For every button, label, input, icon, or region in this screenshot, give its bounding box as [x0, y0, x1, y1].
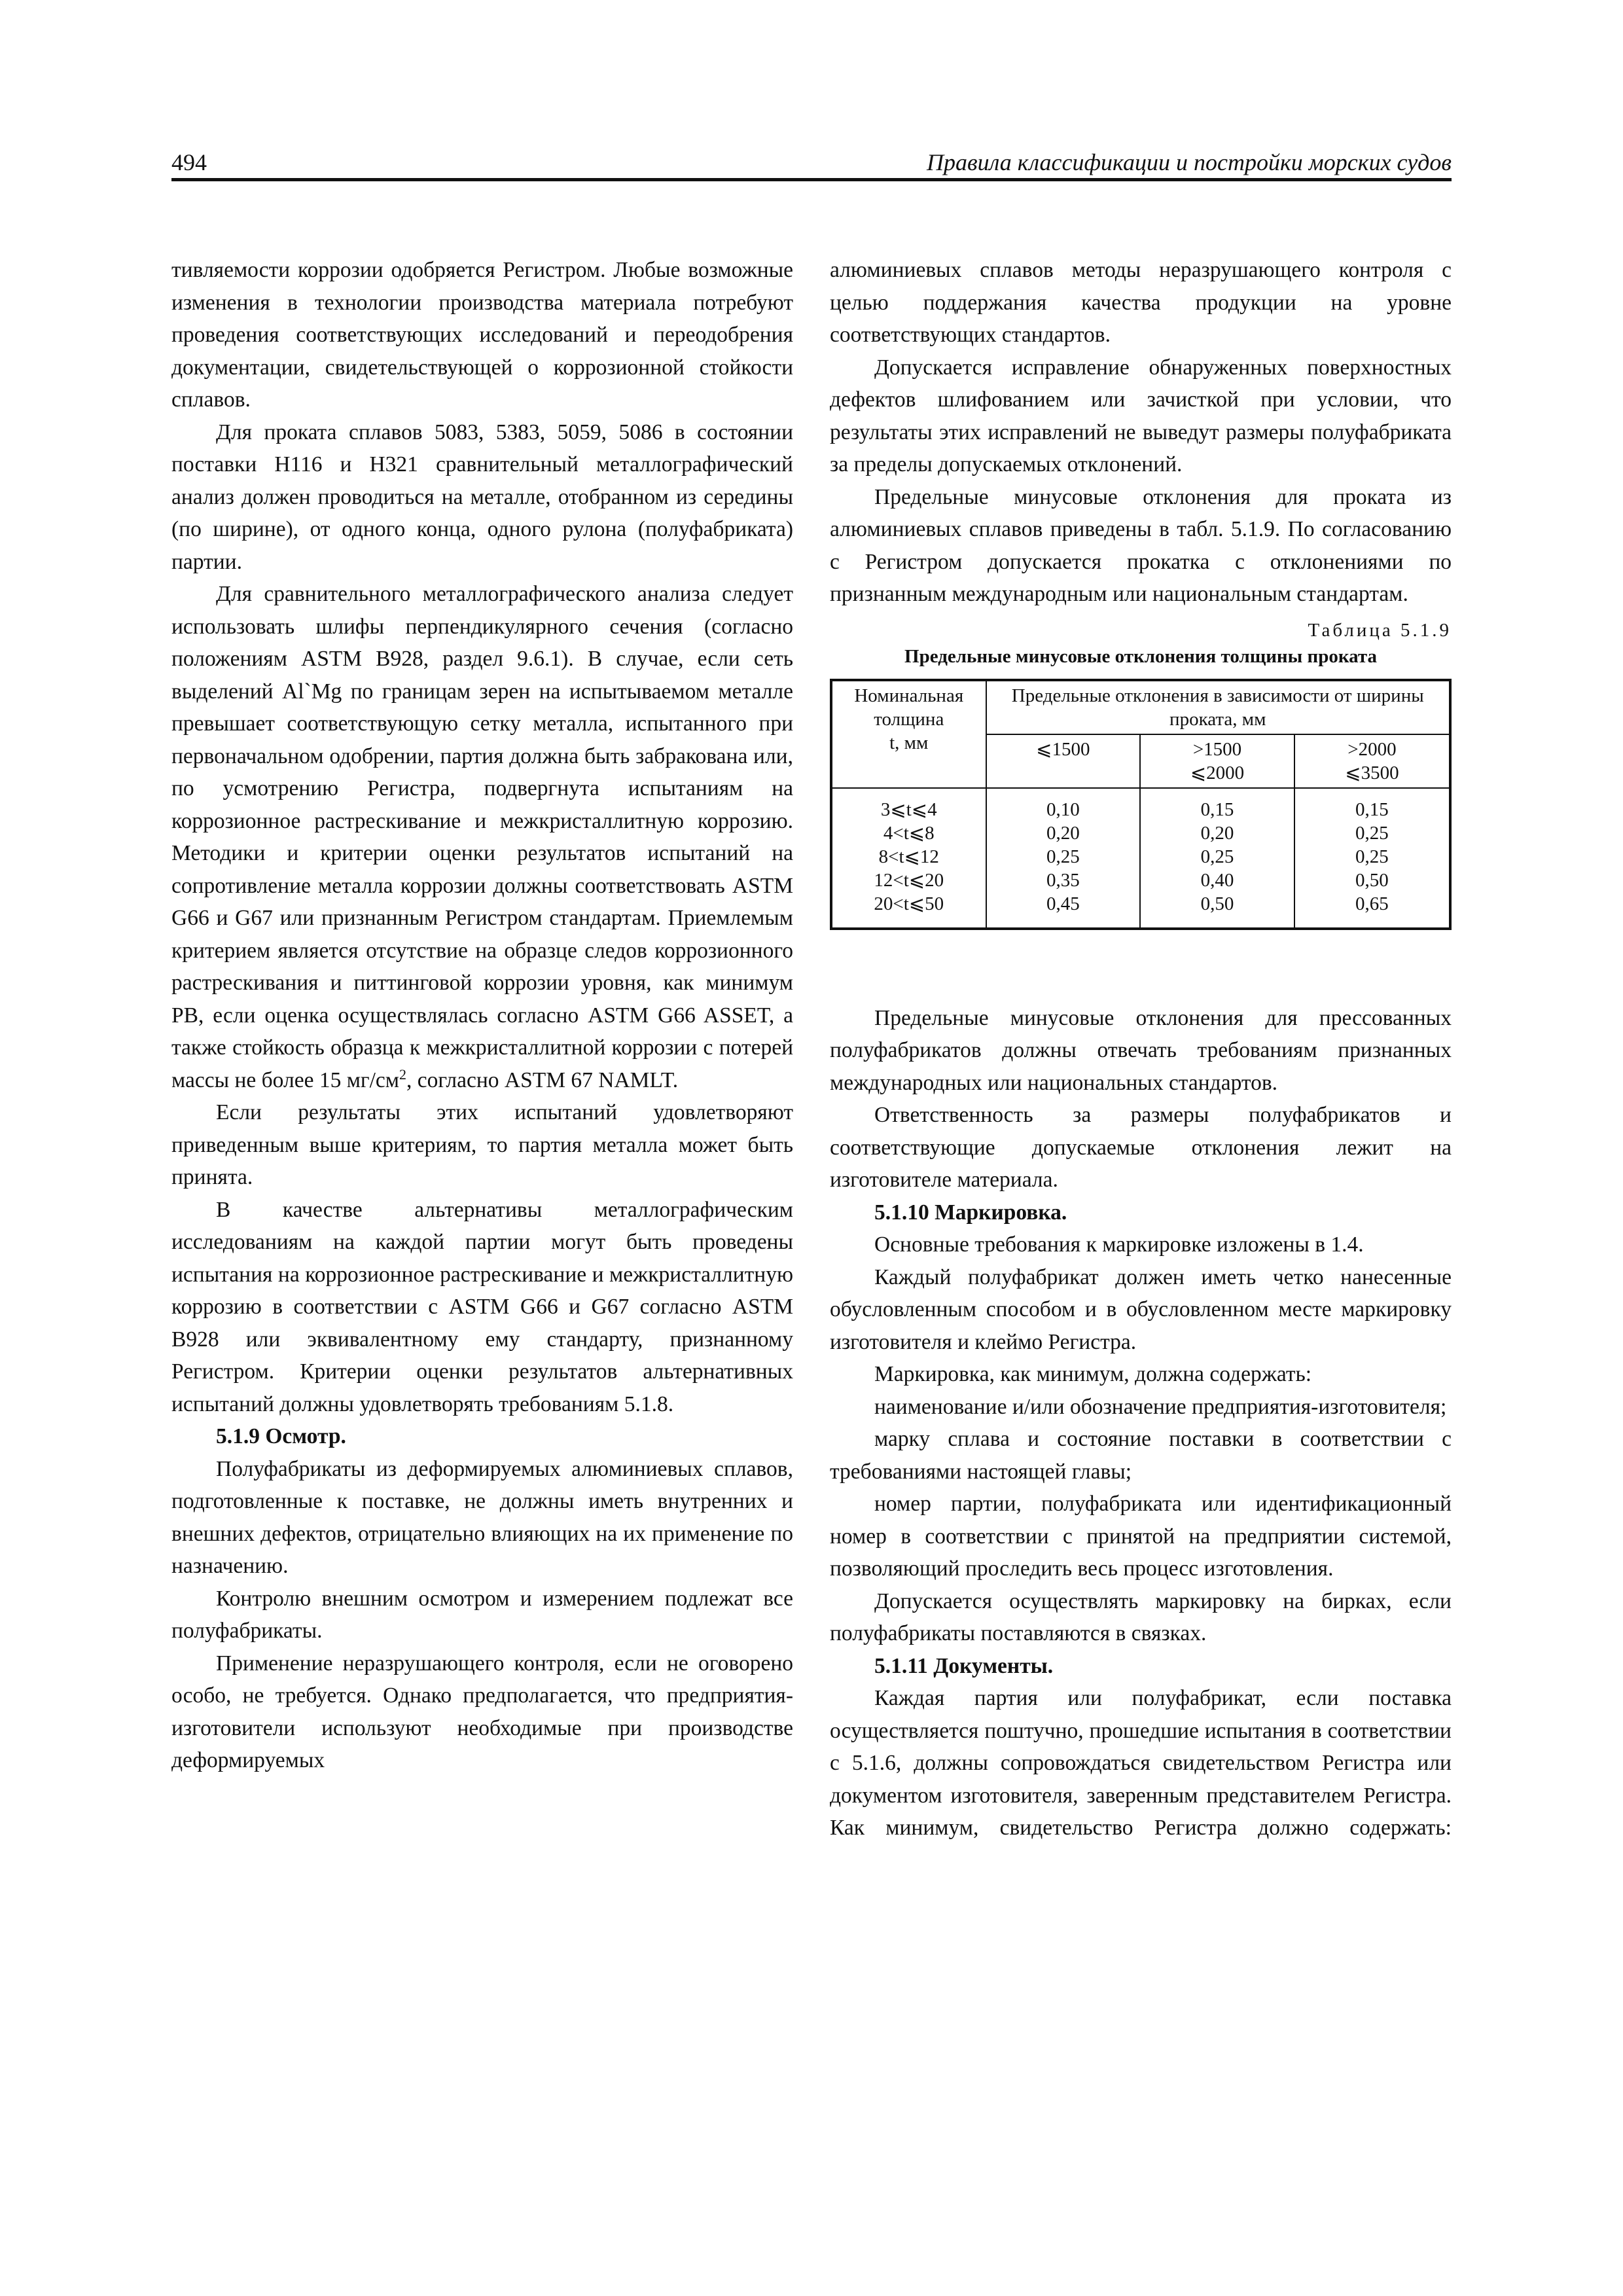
section-heading: 5.1.11 Документы.	[874, 1653, 1054, 1678]
paragraph: В качестве альтернативы металлографическим исследованиям на каждой партии могут быть проведены испытания на коррозионное растрескивание и межкристаллитную коррозию в соответствии с ASTM G66 и G67 согласно ASTM B928 или эквивалентному ему стандарту, признанному Регистром. Критерии оценки результатов альтернативных испытаний должны удовлетворять требованиям 5.1.8.	[171, 1197, 793, 1416]
section-heading: 5.1.9 Осмотр.	[216, 1424, 346, 1448]
value-cell: 0,25	[986, 845, 1141, 869]
header-width-group: Предельные отклонения в зависимости от ширины проката, мм	[986, 680, 1451, 734]
table-row	[831, 892, 1450, 929]
section-heading: 5.1.10 Маркировка.	[874, 1200, 1067, 1225]
paragraph: Контролю внешним осмотром и измерением подлежат все полуфабрикаты.	[171, 1586, 793, 1643]
paragraph: Для проката сплавов 5083, 5383, 5059, 5086 в состоянии поставки H116 и H321 сравнительный металлографический анализ должен проводиться на металле, отобранном из середины (по ширине), от одного конца, одного рулона (полуфабриката) партии.	[171, 420, 793, 574]
value-cell: 0,40	[1140, 869, 1294, 892]
header-width-col	[986, 734, 1141, 788]
table-row	[831, 788, 1450, 821]
paragraph: Каждая партия или полуфабрикат, если поставка осуществляется поштучно, прошедшие испытания в соответствии с 5.1.6, должны сопровождаться свидетельством Регистра или документом изготовителя, заверенным представителем Регистра. Как минимум, свидетельство Регистра должно содержать:	[830, 1686, 1452, 1840]
table-row	[831, 821, 1450, 845]
paragraph: Применение неразрушающего контроля, если не оговорено особо, не требуется. Однако предполагается, что предприятия-изготовители используют необходимые при производстве деформируемых	[171, 1651, 793, 1772]
header-width-col	[1294, 734, 1450, 788]
table-title: Предельные минусовые отклонения толщины проката	[904, 645, 1377, 667]
paragraph: Если результаты этих испытаний удовлетворяют приведенным выше критериям, то партия металла может быть принята.	[171, 1100, 793, 1189]
header-width-line: >2000	[1347, 738, 1397, 760]
paragraph: Маркировка, как минимум, должна содержать:	[874, 1362, 1312, 1386]
thickness-cell: 3⩽t⩽4	[831, 788, 986, 821]
value-cell: 0,50	[1294, 869, 1450, 892]
thickness-cell: 20<t⩽50	[831, 892, 986, 929]
paragraph: Полуфабрикаты из деформируемых алюминиевых сплавов, подготовленные к поставке, не должны иметь внутренних и внешних дефектов, отрицательно влияющих на их применение по назначению.	[171, 1456, 793, 1578]
page-number: 494	[171, 149, 207, 175]
value-cell: 0,10	[986, 788, 1141, 821]
table-row	[831, 845, 1450, 869]
value-cell: 0,25	[1140, 845, 1294, 869]
paragraph-text: Для сравнительного металлографического анализа следует использовать шлифы перпендикулярного сечения (согласно положениям ASTM B928, раздел 9.6.1). В случае, если сеть выделений Al`Mg по границам зерен на испытываемом металле превышает соответствующую сетку металла, испытанного при первоначальном одобрении, партия должна быть забракована или, по усмотрению Регистра, подвергнута испытаниям на коррозионное растрескивание и межкристаллитную коррозию. Методики и критерии оценки результатов испытаний на сопротивление металла коррозии должны соответствовать ASTM G66 и G67 или признанным Регистром стандартам. Приемлемым критерием является отсутствие на образце следов коррозионного растрескивания и питтинговой коррозии уровня, как минимум PB, если оценка осуществлялась согласно ASTM G66 ASSET, а также стойкость образца к межкристаллитной коррозии с потерей массы не более 15 мг/см	[171, 582, 793, 1092]
paragraph: Каждый полуфабрикат должен иметь четко нанесенные обусловленным способом и в обусловленном месте маркировку изготовителя и клеймо Регистра.	[830, 1265, 1452, 1354]
paragraph: Основные требования к маркировке изложены в 1.4.	[874, 1232, 1364, 1257]
paragraph: Допускается осуществлять маркировку на бирках, если полуфабрикаты поставляются в связках.	[830, 1588, 1452, 1645]
paragraph: Предельные минусовые отклонения для проката из алюминиевых сплавов приведены в табл. 5.1.9. По согласованию с Регистром допускается прокатка с отклонениями по признанным международным или национальным стандартам.	[830, 484, 1452, 606]
value-cell: 0,15	[1294, 788, 1450, 821]
value-cell: 0,45	[986, 892, 1141, 929]
thickness-cell: 12<t⩽20	[831, 869, 986, 892]
running-title: Правила классификации и постройки морских судов	[927, 149, 1452, 175]
paragraph: Допускается исправление обнаруженных поверхностных дефектов шлифованием или зачисткой при условии, что результаты этих исправлений не выведут размеры полуфабриката за пределы допускаемых отклонений.	[830, 355, 1452, 476]
paragraph: алюминиевых сплавов методы неразрушающего контроля с целью поддержания качества продукции на уровне соответствующих стандартов.	[830, 258, 1452, 347]
table-caption: Таблица 5.1.9	[1308, 619, 1452, 641]
header-thickness	[831, 680, 986, 788]
table-spacer	[830, 930, 1452, 1002]
header-thickness-unit: t, мм	[889, 732, 929, 753]
thickness-cell: 4<t⩽8	[831, 821, 986, 845]
value-cell: 0,50	[1140, 892, 1294, 929]
value-cell: 0,25	[1294, 845, 1450, 869]
paragraph	[171, 578, 793, 1096]
header-thickness-label: Номинальная толщина	[854, 685, 964, 730]
value-cell: 0,35	[986, 869, 1141, 892]
value-cell: 0,65	[1294, 892, 1450, 929]
table-row	[831, 869, 1450, 892]
paragraph: Ответственность за размеры полуфабрикатов и соответствующие допускаемые отклонения лежит на изготовителе материала.	[830, 1103, 1452, 1192]
tolerance-table	[830, 679, 1452, 930]
header-width-line: >1500	[1192, 738, 1242, 760]
value-cell: 0,15	[1140, 788, 1294, 821]
header-rule	[171, 178, 1452, 181]
left-column	[171, 254, 793, 1777]
value-cell: 0,20	[986, 821, 1141, 845]
header-width-line: ⩽3500	[1345, 762, 1399, 783]
list-item: номер партии, полуфабриката или идентификационный номер в соответствии с принятой на предприятии системой, позволяющий проследить весь процесс изготовления.	[830, 1492, 1452, 1581]
value-cell: 0,20	[1140, 821, 1294, 845]
thickness-cell: 8<t⩽12	[831, 845, 986, 869]
paragraph-text: , согласно ASTM 67 NAMLT.	[406, 1067, 679, 1092]
header-width-line: ⩽1500	[1036, 738, 1090, 760]
header-width-line: ⩽2000	[1190, 762, 1245, 783]
header-width-col	[1140, 734, 1294, 788]
paragraph: тивляемости коррозии одобряется Регистром. Любые возможные изменения в технологии производства материала потребуют проведения соответствующих исследований и переодобрения документации, свидетельствующей о коррозионной стойкости сплавов.	[171, 258, 793, 412]
list-item: наименование и/или обозначение предприятия-изготовителя;	[874, 1394, 1447, 1419]
value-cell: 0,25	[1294, 821, 1450, 845]
list-item: марку сплава и состояние поставки в соответствии с требованиями настоящей главы;	[830, 1427, 1452, 1484]
paragraph: Предельные минусовые отклонения для прессованных полуфабрикатов должны отвечать требованиям признанных международных или национальных стандартов.	[830, 1005, 1452, 1095]
superscript: 2	[399, 1066, 407, 1083]
right-column	[830, 254, 1452, 1844]
